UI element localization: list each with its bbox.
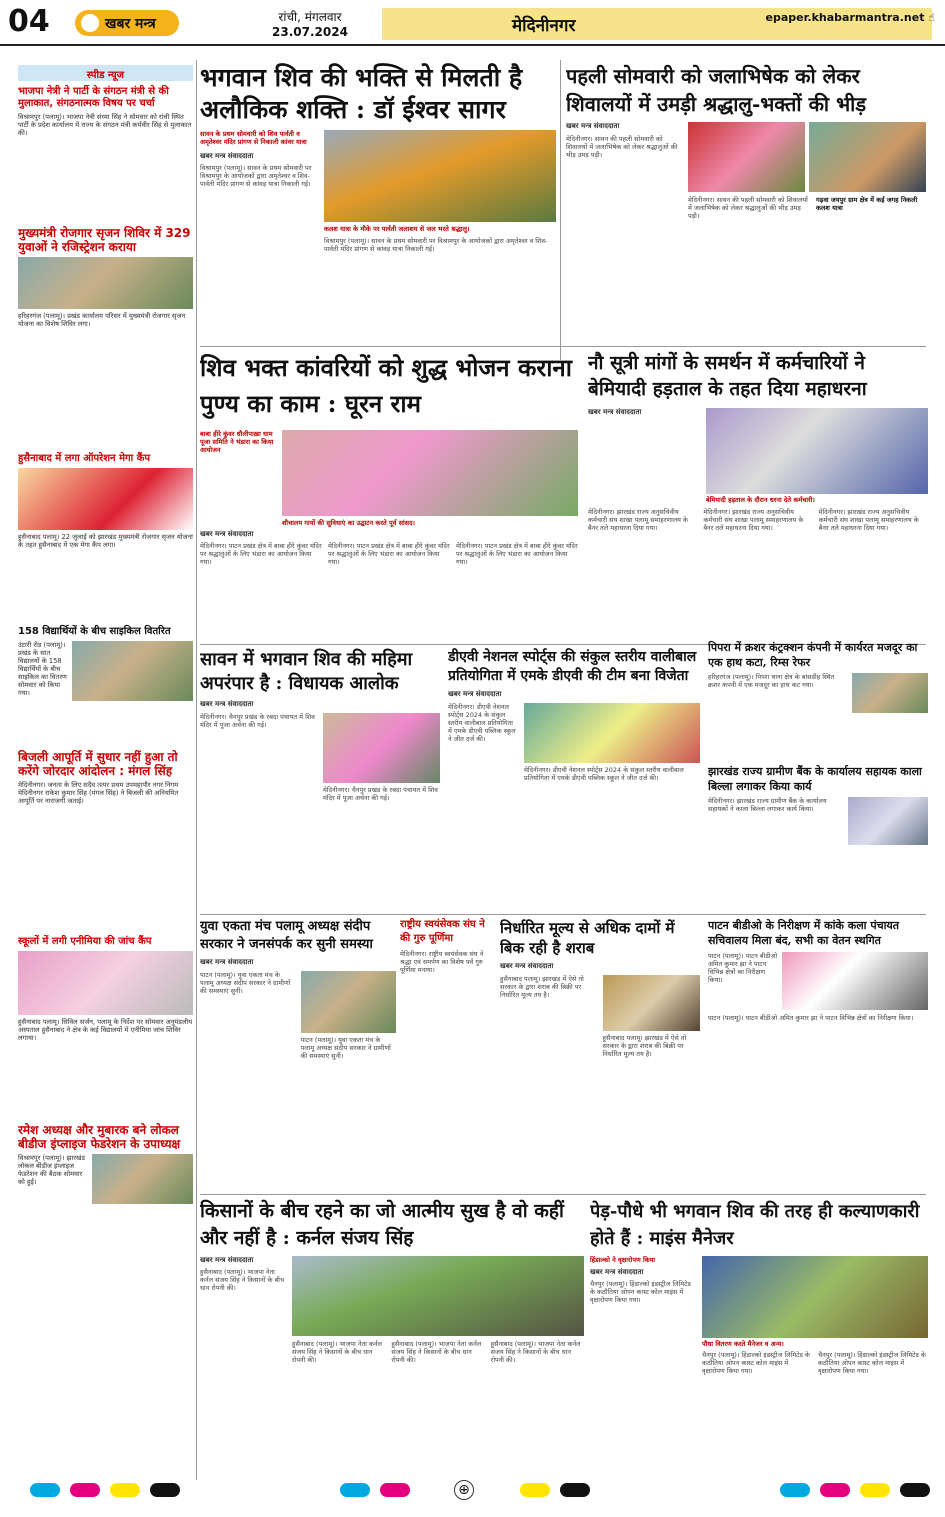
- brief-title: स्कूलों में लगी एनीमिया की जांच कैंप: [18, 936, 152, 947]
- story-photo: [706, 408, 928, 494]
- highlight: हिंडाल्को ने वृक्षारोपण किया: [590, 1256, 656, 1264]
- story-body: मेदिनीनगर। झारखंड राज्य अनुसचिवीय कर्मचारी संघ शाखा पलामू समाहरणालय के बैनर तले महाधरना दिया गया।: [588, 508, 688, 532]
- story-body: विश्रामपुर (पलामू)। सावन के प्रथम सोमवारी पर विश्रामपुर के आयोजकों द्वारा अमृतेश्वर व शिव-पार्वती मंदिर प्रांगण से कांवड़ यात्रा निकाली गई।: [200, 164, 312, 188]
- story-photo: [324, 130, 556, 222]
- speed-news-column: [18, 65, 193, 1480]
- headline: किसानों के बीच रहने का जो आत्मीय सुख है वो कहीं और नहीं है : कर्नल संजय सिंह: [200, 1200, 564, 1249]
- brief-title: भाजपा नेत्री ने पार्टी के संगठन मंत्री से की मुलाकात, संगठनात्मक विषय पर चर्चा: [18, 86, 169, 109]
- story-kanwariya: [200, 350, 578, 640]
- story-rss: [400, 918, 496, 1190]
- story-crusher: [708, 640, 928, 760]
- section-rule: [200, 1194, 926, 1195]
- brief-title: बिजली आपूर्ति में सुधार नहीं हुआ तो करेंगे जोरदार आंदोलन : मंगल सिंह: [18, 750, 178, 778]
- story-body: मेदिनीनगर। पाटन प्रखंड क्षेत्र में बाबा हीरे कुंवर मंदिर पर श्रद्धालुओं के लिए भंडारा का आयोजन किया गया।: [200, 542, 322, 566]
- story-photo: [282, 430, 578, 516]
- story-photo: [301, 971, 397, 1033]
- story-body: चैनपुर (पलामू)। हिंडाल्को इंडस्ट्रीज लिमिटेड के कठौतिया ओपन कास्ट कोल माइंस में वृक्षारोपण किया गया।: [702, 1351, 810, 1375]
- brief-text: हरिहरगंज (पलामू)। प्रखंड कार्यालय परिसर में मुख्यमंत्री रोजगार सृजन योजना का विशेष शिविर लगा।: [18, 312, 186, 328]
- headline: झारखंड राज्य ग्रामीण बैंक के कार्यालय सहायक काला बिल्ला लगाकर किया कार्य: [708, 765, 922, 793]
- page-number: 04: [8, 4, 50, 39]
- story-body: हुसैनाबाद (पलामू)। भाजपा नेता कर्नल संजय सिंह ने किसानों के बीच धान रोपनी की।: [391, 1340, 482, 1364]
- story-body: हुसैनाबाद (पलामू)। भाजपा नेता कर्नल संजय सिंह ने किसानों के बीच धान रोपनी की।: [292, 1340, 382, 1364]
- brief-text: मेदिनीनगर। जनता के लिए सदैव तत्पर प्रथम उपमहापौर नगर निगम मेदिनीनगर राकेश कुमार सिंह (मंगल सिंह) ने बिजली की अनियमित आपूर्ति पर नाराजगी जताई।: [18, 781, 179, 805]
- photo-caption: शौचालय गायों की सुविधाएं का उद्घाटन करते पूर्व सांसद।: [282, 519, 415, 527]
- headline: निर्धारित मूल्य से अधिक दामों में बिक रही है शराब: [500, 919, 675, 957]
- epaper-link[interactable]: [765, 11, 935, 24]
- story-gramin-bank: [708, 764, 928, 910]
- brief-text: उंटारी रोड (पलामू)। प्रखंड के सात विद्यालयों के 158 विद्यार्थियों के बीच साइकिल का वितरण सोमवार को किया गया।: [18, 641, 67, 697]
- issue-date: 23.07.2024: [272, 25, 348, 39]
- headline: पिपरा में क्रशर कंट्रक्शन कंपनी में कार्यरत मजदूर का एक हाथ कटा, रिम्स रेफर: [708, 641, 918, 669]
- headline: भगवान शिव की भक्ति से मिलती है अलौकिक शक्ति : डॉ ईश्वर सागर: [200, 63, 523, 124]
- headline: डीएवी नेशनल स्पोर्ट्स की संकुल स्तरीय वालीबाल प्रतियोगिता में एमके डीएवी की टीम बना विजेता: [448, 649, 697, 684]
- section-rule: [200, 914, 926, 915]
- registration-mark: [380, 1483, 410, 1497]
- byline: खबर मन्त्र संवाददाता: [500, 962, 554, 970]
- story-photo: [809, 122, 926, 192]
- story-body: मेदिनीनगर। चैनपुर प्रखंड के रबदा पंचायत में शिव मंदिर में पूजा अर्चना की गई।: [323, 786, 438, 802]
- section-header: स्पीड न्यूज: [18, 65, 193, 81]
- brief-text: हुसैनाबाद पलामू। 22 जुलाई को झारखंड मुख्यमंत्री रोजगार सृजन योजना के तहत हुसैनाबाद में एक मेगा कैंप लगा।: [18, 533, 193, 549]
- highlight: सावन के प्रथम सोमवारी को शिव पार्वती व अमृतेश्वर मंदिर प्रांगण से निकाली कांवर यात्रा: [200, 130, 307, 146]
- brief-photo: [72, 641, 193, 701]
- headline: पेड़-पौधे भी भगवान शिव की तरह ही कल्याणकारी होते हैं : माइंस मैनेजर: [590, 1201, 920, 1249]
- brief-text: हुसैनाबाद पलामू। सिविल सर्जन, पलामू के निर्देश पर सोमवार अनुमंडलीय अस्पताल हुसैनाबाद ने क्षेत्र के कई विद्यालयों में एनीमिया जांच शिविर लगाया।: [18, 1018, 193, 1042]
- story-body: मेदिनीनगर। पाटन प्रखंड क्षेत्र में बाबा हीरे कुंवर मंदिर पर श्रद्धालुओं के लिए भंडारा का आयोजन किया गया।: [456, 542, 578, 566]
- headline: पहली सोमवारी को जलाभिषेक को लेकर शिवालयों में उमड़ी श्रद्धालु-भक्तों की भीड़: [566, 64, 867, 116]
- story-body: पाटन (पलामू)। पाटन बीडीओ अमित कुमार झा ने पाटन विभिन्न क्षेत्रों का निरीक्षण किया।: [708, 952, 778, 984]
- crosshair-icon: ⊕: [454, 1480, 474, 1500]
- edition-name: मेदिनीनगर: [512, 16, 576, 36]
- city-day: रांची, मंगलवार: [278, 10, 342, 24]
- masthead: [0, 0, 945, 46]
- cursor-icon: ☝: [928, 11, 935, 24]
- section-rule: [200, 346, 926, 347]
- brand-logo: खबर मन्त्र: [75, 10, 179, 36]
- headline: राष्ट्रीय स्वयंसेवक संघ ने की गुरु पूर्णिमा: [400, 919, 485, 944]
- headline: सावन में भगवान शिव की महिमा अपरंपार है : विधायक आलोक: [200, 649, 413, 694]
- story-body: मेदिनीनगर। चैनपुर प्रखंड के रबदा पंचायत में शिव मंदिर में पूजा अर्चना की गई।: [200, 713, 315, 729]
- story-photo: [702, 1256, 928, 1338]
- story-photo: [603, 975, 701, 1031]
- registration-mark: [900, 1483, 930, 1497]
- registration-mark: [340, 1483, 370, 1497]
- story-body: हुसैनाबाद (पलामू)। भाजपा नेता कर्नल संजय सिंह ने किसानों के बीच धान रोपनी की।: [490, 1340, 581, 1364]
- brief-title: मुख्यमंत्री रोजगार सृजन शिविर में 329 युवाओं ने रजिस्ट्रेशन कराया: [18, 226, 191, 254]
- story-volleyball: [448, 648, 700, 910]
- story-body: हुसैनाबाद (पलामू)। भाजपा नेता कर्नल संजय सिंह ने किसानों के बीच धान रोपनी की।: [200, 1268, 285, 1292]
- story-body: मेदिनीनगर। डीएवी नेशनल स्पोर्ट्स 2024 के संकुल स्तरीय वालीबाल प्रतियोगिता में एमके डीएवी पब्लिक स्कूल ने जीत दर्ज की।: [448, 703, 516, 743]
- highlight: बाबा हीरे कुंवर धौलीपाख़ा धाम पूजा समिति ने भंडारा का किया आयोजन: [200, 430, 274, 454]
- brief-title: रमेश अध्यक्ष और मुबारक बने लोकल बीडीज इंप्लाइज फेडरेशन के उपाध्यक्ष: [18, 1123, 181, 1151]
- story-yuva-ekta: [200, 918, 396, 1190]
- dateline: [270, 8, 350, 39]
- byline: खबर मन्त्र संवाददाता: [200, 700, 254, 708]
- photo-caption: कलश यात्रा के मौके पर पार्वती जलाशय से जल भरते श्रद्धालु।: [324, 225, 470, 233]
- story-body: मेदिनीनगर। झारखंड राज्य अनुसचिवीय कर्मचारी संघ शाखा पलामू समाहरणालय के बैनर तले महाधरना दिया गया।: [703, 508, 804, 532]
- story-body: मेदिनीनगर। झारखंड राज्य ग्रामीण बैंक के कार्यालय सहायकों ने काला बिल्ला लगाकर कार्य किया।: [708, 797, 827, 813]
- story-body: विश्रामपुर (पलामू)। सावन के प्रथम सोमवारी पर विश्रामपुर के आयोजकों द्वारा अमृतेश्वर व शिव-पार्वती मंदिर प्रांगण से कांवड़ यात्रा निकाली गई।: [324, 237, 548, 253]
- registration-mark: [150, 1483, 180, 1497]
- byline: खबर मन्त्र संवाददाता: [588, 408, 642, 416]
- epaper-url[interactable]: epaper.khabarmantra.net: [765, 11, 925, 24]
- story-photo: [782, 952, 928, 1010]
- byline: खबर मन्त्र संवाददाता: [200, 958, 254, 966]
- brief-photo: [18, 257, 193, 309]
- story-body: मेदिनीनगर। पाटन प्रखंड क्षेत्र में बाबा हीरे कुंवर मंदिर पर श्रद्धालुओं के लिए भंडारा का आयोजन किया गया।: [328, 542, 450, 566]
- column-rule: [196, 60, 197, 1480]
- headline: शिव भक्त कांवरियों को शुद्ध भोजन कराना पुण्य का काम : घूरन राम: [200, 353, 572, 418]
- story-photo: [323, 713, 440, 783]
- story-body: पाटन (पलामू)। पाटन बीडीओ अमित कुमार झा ने पाटन विभिन्न क्षेत्रों का निरीक्षण किया।: [708, 1014, 914, 1022]
- byline: खबर मन्त्र संवाददाता: [566, 122, 620, 130]
- story-body: चैनपुर (पलामू)। हिंडाल्को इंडस्ट्रीज लिमिटेड के कठौतिया ओपन कास्ट कोल माइंस में वृक्षारोपण किया गया।: [590, 1280, 691, 1304]
- registration-mark: [30, 1483, 60, 1497]
- byline: खबर मन्त्र संवाददाता: [448, 690, 502, 698]
- registration-mark: [70, 1483, 100, 1497]
- story-shiv-bhakti: [200, 62, 556, 342]
- headline: पाटन बीडीओ के निरीक्षण में कांके कला पंचायत सचिवालय मिला बंद, सभी का वेतन स्थगित: [708, 919, 900, 947]
- brief-text: विश्रामपुर (पलामू)। भाजपा नेत्री संध्या सिंह ने सोमवार को रांची स्थित पार्टी के प्रदेश कार्यालय में राज्य के संगठन मंत्री कर्मवीर सिंह से मुलाकात की।: [18, 113, 192, 137]
- story-body: हुसैनाबाद पलामू। झारखंड में ऐसे तो सरकार के द्वारा शराब की बिक्री पर निर्धारित मूल्य तय है।: [602, 1034, 687, 1058]
- brief-title: 158 विद्यार्थियों के बीच साइकिल वितरित: [18, 626, 171, 637]
- registration-mark: [520, 1483, 550, 1497]
- brief-photo: [92, 1154, 193, 1204]
- story-body: मेदिनीनगर। झारखंड राज्य अनुसचिवीय कर्मचारी संघ शाखा पलामू समाहरणालय के बैनर तले महाधरना दिया गया।: [818, 508, 919, 532]
- story-body: पाटन (पलामू)। युवा एकता मंच के पलामू अध्यक्ष संदीप सरकार ने ग्रामीणों की समस्याएं सुनीं।: [200, 971, 291, 995]
- story-body: मेदिनीनगर। डीएवी नेशनल स्पोर्ट्स 2024 के संकुल स्तरीय वालीबाल प्रतियोगिता में एमके डीएवी पब्लिक स्कूल ने जीत दर्ज की।: [524, 766, 684, 782]
- brief-title: हुसैनाबाद में लगा ऑपरेशन मेगा कैंप: [18, 453, 151, 464]
- photo-caption: गढ़वा जयपुर ग्राम क्षेत्र में कई जगह निकली कलश यात्रा: [816, 196, 918, 212]
- brief-text: विश्रामपुर (पलामू)। झारखंड लोकल बीडीज इंप्लाइज फेडरेशन की बैठक सोमवार को हुई।: [18, 1154, 86, 1186]
- story-body: पाटन (पलामू)। युवा एकता मंच के पलामू अध्यक्ष संदीप सरकार ने ग्रामीणों की समस्याएं सुनीं।: [300, 1036, 391, 1060]
- byline: खबर मन्त्र संवाददाता: [200, 1256, 254, 1264]
- story-body: मेदिनीनगर। सावन की पहली सोमवारी को शिवालयों में जलाभिषेक को लेकर श्रद्धालुओं की भीड़ उमड़ पड़ी।: [688, 196, 808, 220]
- headline: युवा एकता मंच पलामू अध्यक्ष संदीप सरकार ने जनसंपर्क कर सुनी समस्या: [200, 919, 373, 952]
- story-body: मेदिनीनगर। सावन की पहली सोमवारी को शिवालयों में जलाभिषेक को लेकर श्रद्धालुओं की भीड़ उमड़ पड़ी।: [566, 135, 678, 159]
- story-vidhayak: [200, 648, 440, 910]
- registration-mark: [110, 1483, 140, 1497]
- registration-mark: [820, 1483, 850, 1497]
- story-mines: [590, 1198, 928, 1474]
- byline: खबर मन्त्र संवाददाता: [590, 1268, 644, 1276]
- column-rule: [560, 60, 561, 360]
- brief-photo: [18, 951, 193, 1015]
- story-sharab: [500, 918, 700, 1190]
- story-colonel: [200, 1198, 584, 1474]
- story-body: हरिहरगंज (पलामू)। पिपरा थाना क्षेत्र के बांसडीह स्थित क्रशर कंपनी में एक मजदूर का हाथ कट गया।: [708, 673, 835, 689]
- story-photo: [524, 703, 700, 763]
- story-body: चैनपुर (पलामू)। हिंडाल्को इंडस्ट्रीज लिमिटेड के कठौतिया ओपन कास्ट कोल माइंस में वृक्षारोपण किया गया।: [818, 1351, 926, 1375]
- story-photo: [688, 122, 805, 192]
- story-photo: [292, 1256, 584, 1336]
- photo-caption: बेमियादी हड़ताल के दौरान धरना देते कर्मचारी।: [706, 496, 815, 504]
- story-hadtal: [588, 350, 928, 640]
- byline: खबर मन्त्र संवाददाता: [200, 530, 254, 538]
- registration-mark: [560, 1483, 590, 1497]
- headline: नौ सूत्री मांगों के समर्थन में कर्मचारियों ने बेमियादी हड़ताल के तहत दिया महाधरना: [588, 352, 867, 400]
- story-somvari: [566, 62, 926, 342]
- story-body: मेदिनीनगर। राष्ट्रीय स्वयंसेवक संघ ने श्रद्धा एवं समर्पण का विशेष पर्व गुरु पूर्णिमा मनाया।: [400, 950, 484, 974]
- brief-photo: [18, 468, 193, 530]
- story-bdo: [708, 918, 928, 1190]
- registration-mark: [860, 1483, 890, 1497]
- byline: खबर मन्त्र संवाददाता: [200, 152, 254, 160]
- photo-caption: पौधा वितरण करते मैनेजर व अन्य।: [702, 1340, 784, 1348]
- story-photo: [852, 673, 928, 713]
- story-body: हुसैनाबाद पलामू। झारखंड में ऐसे तो सरकार के द्वारा शराब की बिक्री पर निर्धारित मूल्य तय है।: [500, 975, 584, 999]
- story-photo: [848, 797, 928, 845]
- registration-mark: [780, 1483, 810, 1497]
